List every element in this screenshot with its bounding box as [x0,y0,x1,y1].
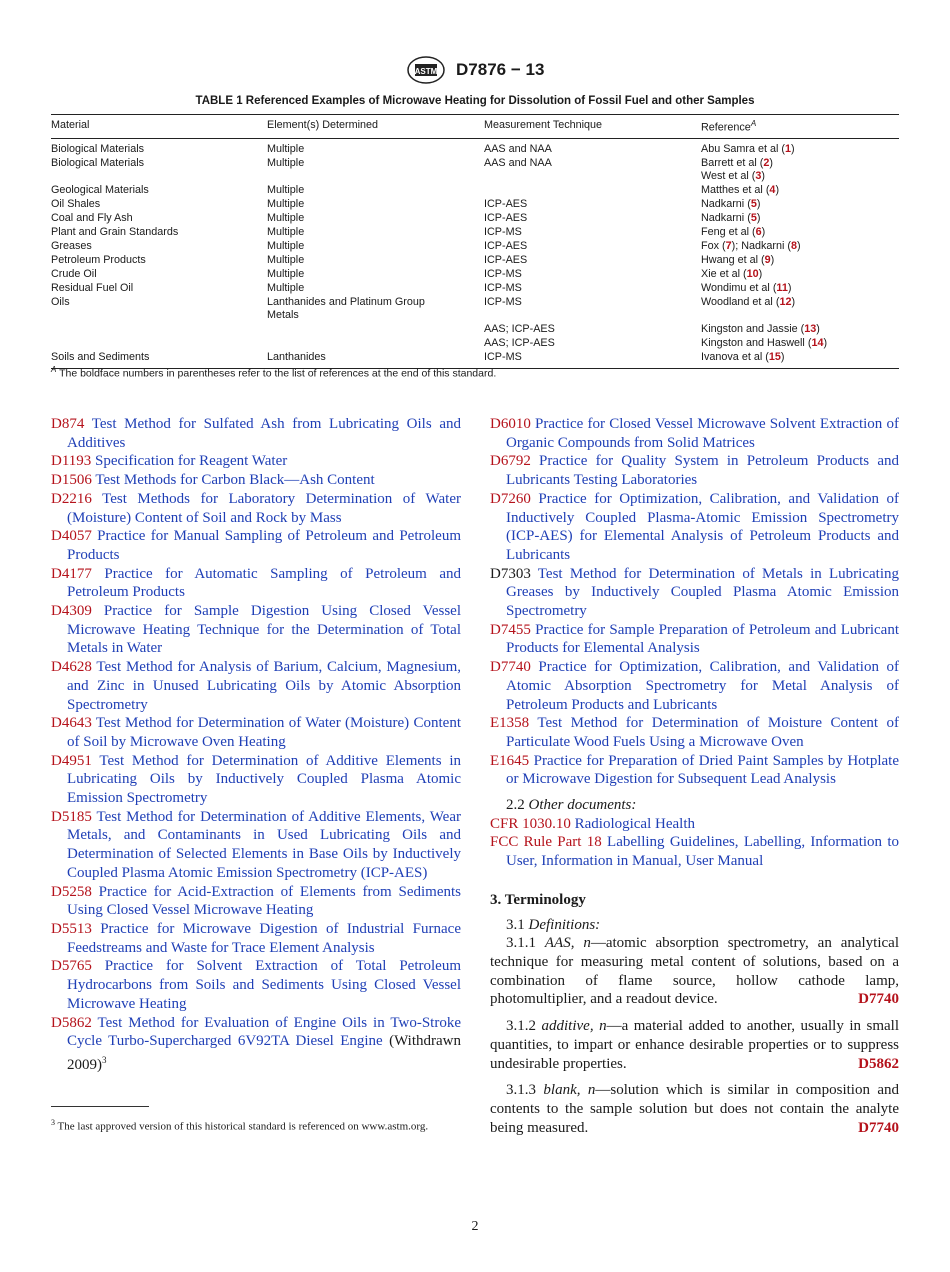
table-cell: Multiple [267,239,305,252]
table-cell: Multiple [267,184,305,197]
reference-item[interactable]: D5258 Practice for Acid-Extraction of Elements from Sediments Using Closed Vessel Microwave Heating [51,883,461,919]
table-cell [267,323,484,337]
table-cell: Multiple [267,226,305,239]
table-row [51,184,899,198]
table-cell: Multiple [267,267,305,280]
table-cell: Multiple [267,142,305,155]
table-cell [484,184,701,198]
right-column [490,415,899,1137]
table-row [51,212,899,226]
reference-item[interactable]: E1645 Practice for Preparation of Dried Paint Samples by Hotplate or Microwave Digestion for Subsequent Lead Analysis [490,752,899,788]
table-cell: Multiple [267,281,305,294]
table-row [51,226,899,240]
definition-source-link[interactable]: D7740 [858,1119,899,1136]
table-row [51,337,899,351]
table-cell: ICP-MS [484,226,522,239]
table-cell: Greases [51,239,92,252]
table-cell-reference: Abu Samra et al (1) [701,142,795,155]
table-cell: Multiple [267,156,305,169]
table-cell [484,170,701,184]
table-cell: ICP-AES [484,253,528,266]
reference-item[interactable]: D5765 Practice for Solvent Extraction of Total Petroleum Hydrocarbons from Soils and Sediments Using Closed Vessel Microwave Heating [51,958,461,1012]
table-cell [267,170,484,184]
table-cell: Multiple [267,212,305,225]
column-header: Element(s) Determined [267,115,484,139]
reference-item[interactable]: D7260 Practice for Optimization, Calibration, and Validation of Inductively Coupled Plasma-Atomic Emission Spectrometry (ICP-AES) for Elemental Analysis of Petroleum Products and Lubricants [490,490,899,563]
table-header-row [51,115,899,139]
table-cell-reference: Feng et al (6) [701,226,766,239]
table-cell: ICP-MS [484,267,522,280]
reference-item[interactable]: D7455 Practice for Sample Preparation of Petroleum and Lubricant Products for Elemental Analysis [490,621,899,657]
definition-item: 3.1.3 blank, n—solution which is similar in composition and contents to the sample solution but does not contain the analyte being measured. D7740 [490,1082,900,1136]
svg-text:ASTM: ASTM [414,67,437,76]
table-cell [51,337,267,351]
table-row [51,296,899,310]
reference-item[interactable]: D5185 Test Method for Determination of Additive Elements, Wear Metals, and Contaminants in Used Lubricating Oils and Determination of Selected Elements in Base Oils by Inductively Coupled Plasma Atomic Emission Spectrometry (ICP-AES) [51,808,461,881]
page-number: 2 [471,1219,479,1234]
table-cell: AAS and NAA [484,142,552,155]
reference-item[interactable]: D4951 Test Method for Determination of Additive Elements in Lubricating Oils by Inductively Coupled Plasma Atomic Emission Spectrometry [51,752,461,807]
table-row [51,268,899,282]
table-row [51,157,899,171]
table-cell-reference [701,309,899,323]
definition-item: 3.1.1 AAS, n—atomic absorption spectrometry, an analytical technique for measuring metal content of solutions, based on a combination of flame source, hollow cathode lamp, photomultiplier, and a readout device. D7740 [490,935,899,1008]
column-header: Reference$^A$ [701,115,899,139]
table-cell: Soils and Sediments [51,351,150,364]
footnote: $^3$ The last approved version of this historical standard is referenced on www.astm.org. [51,1118,429,1133]
table-cell-reference: Kingston and Haswell (14) [701,337,828,350]
table-cell-reference: Wondimu et al (11) [701,281,792,294]
table-cell-reference: Hwang et al (9) [701,253,775,266]
definition-source-link[interactable]: D5862 [858,1055,899,1072]
table-cell: Multiple [267,198,305,211]
table-cell: ICP-MS [484,351,522,364]
table-cell-reference: Nadkarni (5) [701,198,761,211]
table-cell: Crude Oil [51,267,97,280]
reference-item[interactable]: D1193 Specification for Reagent Water [51,453,288,470]
reference-item[interactable]: D5862 Test Method for Evaluation of Engine Oils in Two-Stroke Cycle Turbo-Supercharged 6V92TA Diesel Engine (Withdrawn 2009)$^3$ [51,1014,461,1073]
table-cell: ICP-MS [484,281,522,294]
reference-item[interactable]: D4628 Test Method for Analysis of Barium, Calcium, Magnesium, and Zinc in Unused Lubricating Oils by Atomic Absorption Spectrometry [51,659,461,713]
table-cell-reference: Barrett et al (2) [701,156,774,169]
column-header: Measurement Technique [484,115,701,139]
table-cell: Metals [267,309,299,322]
definitions-heading: 3.1 Definitions: [506,916,601,933]
table-cell: Residual Fuel Oil [51,281,134,294]
reference-item[interactable]: D4057 Practice for Manual Sampling of Petroleum and Petroleum Products [51,528,461,563]
reference-item[interactable]: D2216 Test Methods for Laboratory Determination of Water (Moisture) Content of Soil and Rock by Mass [51,490,461,526]
reference-item[interactable]: D7303 Test Method for Determination of Metals in Lubricating Greases by Inductively Coupled Plasma Atomic Emission Spectrometry [490,565,899,620]
other-documents-heading: 2.2 Other documents: [506,797,637,814]
designation: D7876 − 13 [456,60,545,79]
table-cell: Oils [51,295,70,308]
footnote-divider [51,1106,149,1107]
reference-item[interactable]: D1506 Test Methods for Carbon Black—Ash Content [51,472,375,489]
left-column [51,415,461,1075]
table-cell: Lanthanides and Platinum Group [267,295,425,308]
document-header [0,55,950,85]
table-cell: Plant and Grain Standards [51,226,179,239]
table-1 [51,114,899,369]
table-cell [51,309,267,323]
table-cell: Petroleum Products [51,253,146,266]
table-cell-reference: Matthes et al (4) [701,184,780,197]
reference-item[interactable]: D4177 Practice for Automatic Sampling of Petroleum and Petroleum Products [51,565,461,601]
table-cell: AAS and NAA [484,156,552,169]
table-footnote: $^A$ The boldface numbers in parentheses refer to the list of references at the end of this standard. [51,365,497,380]
table-title: TABLE 1 Referenced Examples of Microwave Heating for Dissolution of Fossil Fuel and other Samples [195,95,755,107]
reference-item[interactable]: D5513 Practice for Microwave Digestion of Industrial Furnace Feedstreams and Waste for Trace Element Analysis [51,920,461,956]
table-cell: ICP-AES [484,198,528,211]
reference-item[interactable]: D7740 Practice for Optimization, Calibration, and Validation of Atomic Absorption Spectrometry for Metal Analysis of Petroleum Products and Lubricants [490,659,899,713]
table-row [51,323,899,337]
table-cell-reference: Nadkarni (5) [701,212,761,225]
table-cell [484,309,701,323]
reference-item[interactable]: E1358 Test Method for Determination of Moisture Content of Particulate Wood Fuels Using a Microwave Oven [490,715,899,750]
table-cell: Coal and Fly Ash [51,212,133,225]
table-cell [51,170,267,184]
table-row [51,138,899,156]
column-header: Material [51,115,267,139]
reference-item[interactable]: D6010 Practice for Closed Vessel Microwave Solvent Extraction of Organic Compounds from Solid Matrices [490,416,899,451]
table-cell-reference: Xie et al (10) [701,267,763,280]
definition-item: 3.1.2 additive, n—a material added to another, usually in small quantities, to impart or enhance desirable properties or to suppress undesirable properties. D5862 [490,1018,900,1072]
definition-source-link[interactable]: D7740 [858,991,899,1008]
reference-item[interactable]: D4643 Test Method for Determination of Water (Moisture) Content of Soil by Microwave Oven Heating [51,715,461,750]
reference-item[interactable]: D6792 Practice for Quality System in Petroleum Products and Lubricants Testing Laboratories [490,453,899,489]
table-cell-reference: Ivanova et al (15) [701,351,785,364]
table-cell: ICP-AES [484,239,528,252]
table-cell-reference: Woodland et al (12) [701,295,796,308]
terminology-heading: 3. Terminology [490,891,586,908]
table-cell-reference: West et al (3) [701,170,766,183]
table-row [51,240,899,254]
astm-logo-icon [406,55,446,85]
other-document-item[interactable]: FCC Rule Part 18 Labelling Guidelines, Labelling, Information to User, Information in Manual, User Manual [490,834,899,870]
other-document-item[interactable]: CFR 1030.10 Radiological Health [490,815,695,832]
table-row [51,198,899,212]
table-cell: ICP-AES [484,212,528,225]
table-cell: Geological Materials [51,184,149,197]
table-row [51,309,899,323]
table-row [51,254,899,268]
table-cell: AAS; ICP-AES [484,323,555,336]
table-cell: Lanthanides [267,351,326,364]
table-cell [51,323,267,337]
table-cell: Multiple [267,253,305,266]
table-cell-reference: Fox (7); Nadkarni (8) [701,239,801,252]
table-cell: AAS; ICP-AES [484,337,555,350]
table-cell: Oil Shales [51,198,101,211]
table-cell: Biological Materials [51,142,145,155]
reference-item[interactable]: D4309 Practice for Sample Digestion Using Closed Vessel Microwave Heating Technique for the Determination of Total Metals in Water [51,603,461,657]
table-row [51,282,899,296]
table-cell-reference: Kingston and Jassie (13) [701,323,820,336]
table-row [51,170,899,184]
reference-item[interactable]: D874 Test Method for Sulfated Ash from Lubricating Oils and Additives [51,416,461,451]
table-cell: Biological Materials [51,156,145,169]
table-cell [267,337,484,351]
table-cell: ICP-MS [484,295,522,308]
